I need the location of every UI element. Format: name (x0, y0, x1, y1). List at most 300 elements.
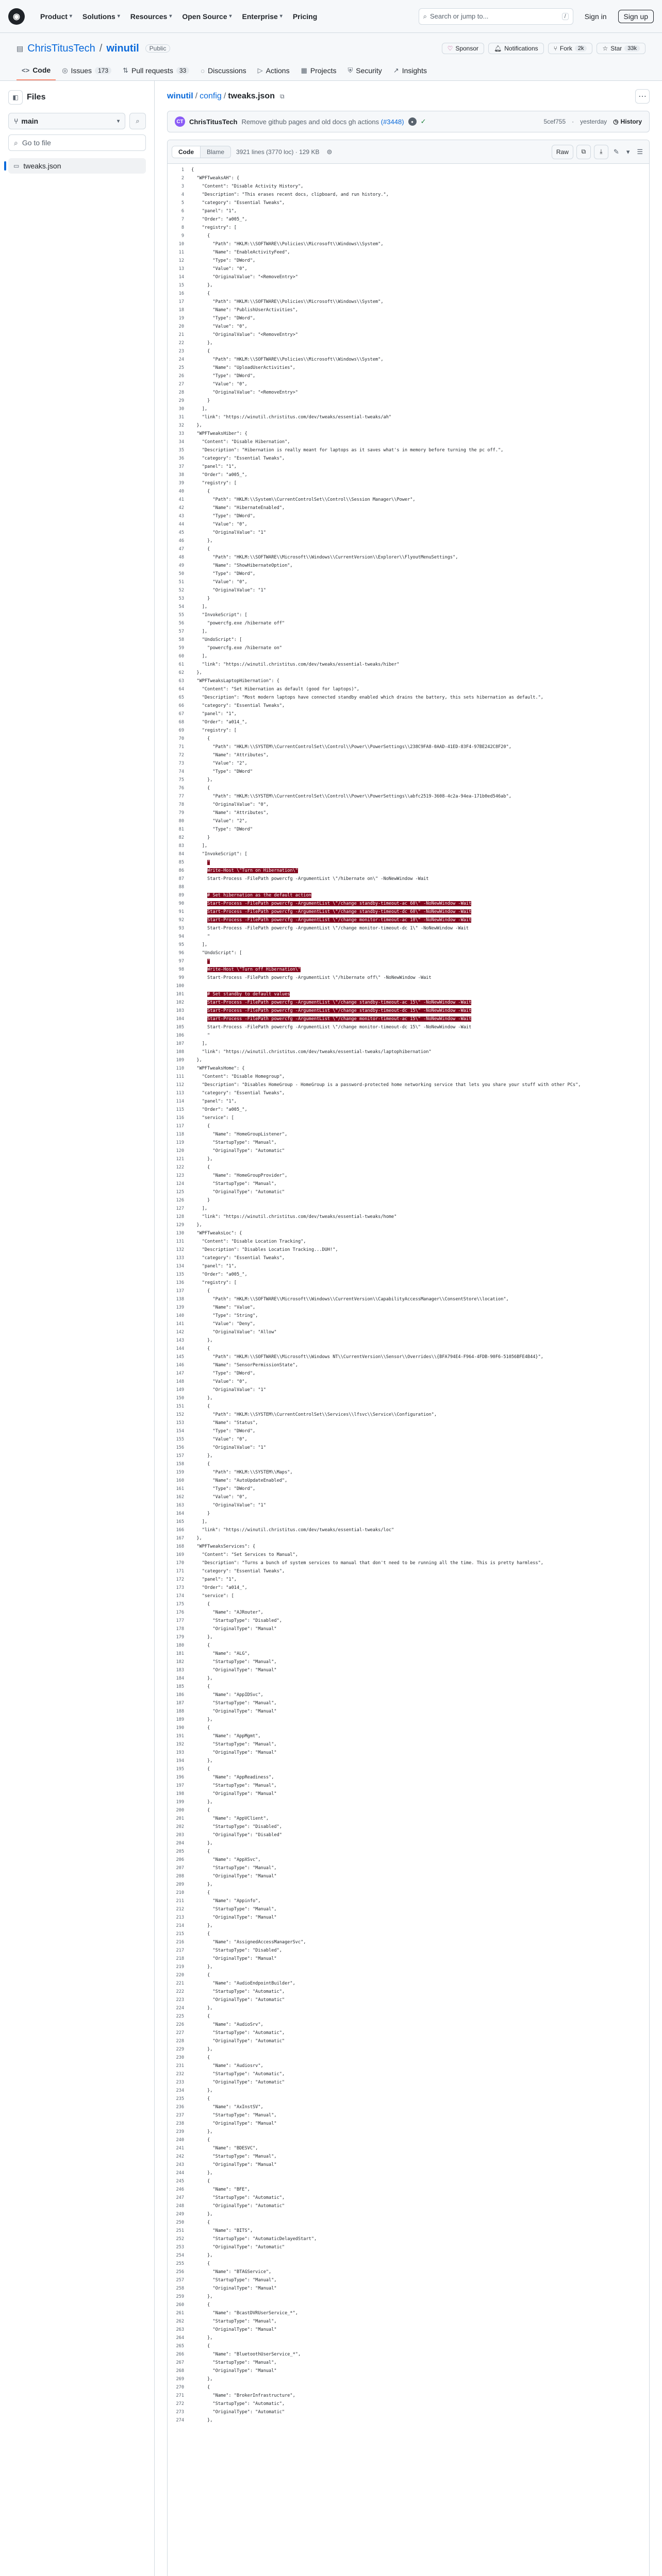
line-number[interactable]: 168 (176, 1544, 184, 1549)
line-number[interactable]: 209 (176, 1882, 184, 1887)
line-number[interactable]: 263 (176, 2327, 184, 2332)
line-number[interactable]: 13 (178, 266, 184, 272)
line-number[interactable]: 94 (178, 934, 184, 939)
line-number[interactable]: 26 (178, 374, 184, 379)
line-number[interactable]: 257 (176, 2278, 184, 2283)
line-number[interactable]: 16 (178, 291, 184, 296)
line-number[interactable]: 261 (176, 2311, 184, 2316)
line-number[interactable]: 173 (176, 1585, 184, 1590)
line-number[interactable]: 143 (176, 1338, 184, 1343)
line-number[interactable]: 117 (176, 1124, 184, 1129)
line-number[interactable]: 245 (176, 2179, 184, 2184)
copilot-icon[interactable]: ⊚ (326, 147, 333, 156)
line-number[interactable]: 201 (176, 1816, 184, 1821)
avatar[interactable]: CT (175, 116, 185, 127)
line-number[interactable]: 50 (178, 571, 184, 577)
line-number[interactable]: 27 (178, 382, 184, 387)
line-number[interactable]: 128 (176, 1214, 184, 1219)
line-number[interactable]: 273 (176, 2410, 184, 2415)
line-number[interactable]: 102 (176, 1000, 184, 1005)
search-input[interactable]: ⌕ Search or jump to... / (419, 8, 573, 25)
line-number[interactable]: 219 (176, 1964, 184, 1970)
line-number[interactable]: 200 (176, 1808, 184, 1813)
line-number[interactable]: 208 (176, 1874, 184, 1879)
line-number[interactable]: 73 (178, 761, 184, 766)
line-number[interactable]: 211 (176, 1899, 184, 1904)
line-number[interactable]: 252 (176, 2236, 184, 2242)
line-number[interactable]: 109 (176, 1058, 184, 1063)
blame-view-button[interactable]: Blame (207, 148, 225, 156)
sponsor-button[interactable]: ♡ Sponsor (442, 43, 484, 54)
line-number[interactable]: 138 (176, 1297, 184, 1302)
line-number[interactable]: 236 (176, 2105, 184, 2110)
line-number[interactable]: 232 (176, 2072, 184, 2077)
line-number[interactable]: 153 (176, 1420, 184, 1426)
line-number[interactable]: 88 (178, 885, 184, 890)
line-number[interactable]: 90 (178, 901, 184, 906)
tab-discussions[interactable]: ◌ Discussions (201, 66, 246, 75)
nav-product[interactable]: Product ▾ (40, 12, 72, 21)
line-number[interactable]: 262 (176, 2319, 184, 2324)
line-number[interactable]: 206 (176, 1857, 184, 1862)
nav-open-source[interactable]: Open Source ▾ (182, 12, 232, 21)
line-number[interactable]: 213 (176, 1915, 184, 1920)
line-number[interactable]: 216 (176, 1940, 184, 1945)
line-number[interactable]: 43 (178, 514, 184, 519)
line-number[interactable]: 119 (176, 1140, 184, 1145)
line-number[interactable]: 48 (178, 555, 184, 560)
line-number[interactable]: 23 (178, 349, 184, 354)
line-number[interactable]: 250 (176, 2220, 184, 2225)
line-number[interactable]: 14 (178, 275, 184, 280)
tab-insights[interactable]: ↗ Insights (393, 66, 427, 75)
line-number[interactable]: 104 (176, 1016, 184, 1022)
line-number[interactable]: 2 (181, 176, 184, 181)
line-number[interactable]: 111 (176, 1074, 184, 1079)
line-number[interactable]: 61 (178, 662, 184, 667)
line-number[interactable]: 227 (176, 2030, 184, 2036)
line-number[interactable]: 240 (176, 2138, 184, 2143)
line-number[interactable]: 152 (176, 1412, 184, 1417)
line-number[interactable]: 225 (176, 2014, 184, 2019)
line-number[interactable]: 148 (176, 1379, 184, 1384)
line-number[interactable]: 181 (176, 1651, 184, 1656)
line-number[interactable]: 135 (176, 1272, 184, 1277)
github-logo-icon[interactable]: ◉ (8, 8, 25, 25)
commit-hash[interactable]: 5cef755 (543, 118, 566, 125)
line-number[interactable]: 255 (176, 2261, 184, 2266)
line-number[interactable]: 9 (181, 233, 184, 239)
line-number[interactable]: 107 (176, 1041, 184, 1046)
line-number[interactable]: 156 (176, 1445, 184, 1450)
line-number[interactable]: 221 (176, 1981, 184, 1986)
line-number[interactable]: 97 (178, 959, 184, 964)
line-number[interactable]: 158 (176, 1462, 184, 1467)
line-number[interactable]: 180 (176, 1643, 184, 1648)
line-number[interactable]: 120 (176, 1148, 184, 1154)
line-number[interactable]: 150 (176, 1396, 184, 1401)
line-number[interactable]: 58 (178, 637, 184, 642)
line-number[interactable]: 134 (176, 1264, 184, 1269)
line-number[interactable]: 122 (176, 1165, 184, 1170)
line-number[interactable]: 176 (176, 1610, 184, 1615)
line-number[interactable]: 8 (181, 225, 184, 230)
line-number[interactable]: 267 (176, 2360, 184, 2365)
line-number[interactable]: 160 (176, 1478, 184, 1483)
tab-security[interactable]: ⛨ Security (347, 66, 382, 75)
line-number[interactable]: 177 (176, 1618, 184, 1623)
line-number[interactable]: 29 (178, 398, 184, 403)
line-number[interactable]: 98 (178, 967, 184, 972)
line-number[interactable]: 202 (176, 1824, 184, 1829)
line-number[interactable]: 66 (178, 703, 184, 708)
line-number[interactable]: 75 (178, 777, 184, 783)
line-number[interactable]: 95 (178, 942, 184, 947)
line-number[interactable]: 139 (176, 1305, 184, 1310)
line-number[interactable]: 126 (176, 1198, 184, 1203)
line-number[interactable]: 53 (178, 596, 184, 601)
line-number[interactable]: 239 (176, 2129, 184, 2134)
line-number[interactable]: 147 (176, 1371, 184, 1376)
line-number[interactable]: 166 (176, 1528, 184, 1533)
line-number[interactable]: 6 (181, 209, 184, 214)
line-number[interactable]: 244 (176, 2171, 184, 2176)
tab-pull-requests[interactable]: ⇅ Pull requests 33 (118, 62, 194, 80)
line-number[interactable]: 68 (178, 720, 184, 725)
line-number[interactable]: 32 (178, 423, 184, 428)
nav-pricing[interactable]: Pricing (292, 12, 318, 21)
repo-name-link[interactable]: winutil (106, 42, 139, 54)
line-number[interactable]: 142 (176, 1330, 184, 1335)
line-number[interactable]: 74 (178, 769, 184, 774)
line-number[interactable]: 136 (176, 1280, 184, 1285)
line-number[interactable]: 230 (176, 2055, 184, 2060)
line-number[interactable]: 56 (178, 621, 184, 626)
line-number[interactable]: 214 (176, 1923, 184, 1928)
tab-issues[interactable]: ◎ Issues 173 (57, 62, 117, 80)
line-number[interactable]: 171 (176, 1569, 184, 1574)
line-number[interactable]: 196 (176, 1775, 184, 1780)
sign-up-button[interactable]: Sign up (618, 10, 654, 23)
line-number[interactable]: 34 (178, 439, 184, 445)
line-number[interactable]: 217 (176, 1948, 184, 1953)
line-number[interactable]: 195 (176, 1767, 184, 1772)
line-number[interactable]: 215 (176, 1931, 184, 1937)
line-number[interactable]: 38 (178, 472, 184, 478)
line-number[interactable]: 256 (176, 2269, 184, 2275)
notifications-button[interactable]: 🔔︎ Notifications (488, 43, 544, 54)
line-number[interactable]: 159 (176, 1470, 184, 1475)
line-number[interactable]: 265 (176, 2344, 184, 2349)
line-number[interactable]: 149 (176, 1387, 184, 1393)
line-number[interactable]: 110 (176, 1066, 184, 1071)
nav-enterprise[interactable]: Enterprise ▾ (242, 12, 283, 21)
line-number[interactable]: 105 (176, 1025, 184, 1030)
line-number[interactable]: 163 (176, 1503, 184, 1508)
line-number[interactable]: 235 (176, 2096, 184, 2102)
line-number[interactable]: 231 (176, 2063, 184, 2069)
line-number[interactable]: 78 (178, 802, 184, 807)
line-number[interactable]: 141 (176, 1321, 184, 1327)
line-number[interactable]: 4 (181, 192, 184, 197)
line-number[interactable]: 127 (176, 1206, 184, 1211)
line-number[interactable]: 233 (176, 2080, 184, 2085)
line-number[interactable]: 187 (176, 1701, 184, 1706)
line-number[interactable]: 67 (178, 711, 184, 717)
line-number[interactable]: 60 (178, 654, 184, 659)
line-number[interactable]: 123 (176, 1173, 184, 1178)
line-number[interactable]: 270 (176, 2385, 184, 2390)
breadcrumb-repo-link[interactable]: winutil (167, 92, 193, 100)
line-number[interactable]: 96 (178, 951, 184, 956)
line-number[interactable]: 81 (178, 827, 184, 832)
line-number[interactable]: 100 (176, 984, 184, 989)
line-number[interactable]: 20 (178, 324, 184, 329)
line-number[interactable]: 106 (176, 1033, 184, 1038)
symbols-panel-icon[interactable]: ☰ (637, 147, 643, 156)
line-number[interactable]: 175 (176, 1602, 184, 1607)
line-number[interactable]: 130 (176, 1231, 184, 1236)
line-number[interactable]: 197 (176, 1783, 184, 1788)
line-number[interactable]: 55 (178, 613, 184, 618)
line-number[interactable]: 192 (176, 1742, 184, 1747)
line-number[interactable]: 218 (176, 1956, 184, 1961)
line-number[interactable]: 182 (176, 1659, 184, 1665)
edit-icon[interactable]: ✎ (613, 147, 619, 156)
line-number[interactable]: 77 (178, 794, 184, 799)
line-number[interactable]: 266 (176, 2352, 184, 2357)
line-number[interactable]: 133 (176, 1256, 184, 1261)
line-number[interactable]: 87 (178, 876, 184, 882)
line-number[interactable]: 76 (178, 786, 184, 791)
line-number[interactable]: 260 (176, 2302, 184, 2308)
line-number[interactable]: 37 (178, 464, 184, 469)
line-number[interactable]: 274 (176, 2418, 184, 2423)
line-number[interactable]: 205 (176, 1849, 184, 1854)
line-number[interactable]: 42 (178, 505, 184, 511)
line-number[interactable]: 199 (176, 1800, 184, 1805)
tab-actions[interactable]: ▷ Actions (257, 66, 290, 75)
line-number[interactable]: 251 (176, 2228, 184, 2233)
line-number[interactable]: 99 (178, 975, 184, 980)
line-number[interactable]: 165 (176, 1519, 184, 1524)
line-number[interactable]: 129 (176, 1223, 184, 1228)
line-number[interactable]: 254 (176, 2253, 184, 2258)
line-number[interactable]: 204 (176, 1841, 184, 1846)
line-number[interactable]: 140 (176, 1313, 184, 1318)
line-number[interactable]: 47 (178, 547, 184, 552)
line-number[interactable]: 207 (176, 1866, 184, 1871)
commit-message[interactable]: Remove github pages and old docs gh actions (#3448) (241, 117, 404, 126)
line-number[interactable]: 167 (176, 1536, 184, 1541)
line-number[interactable]: 44 (178, 522, 184, 527)
line-number[interactable]: 151 (176, 1404, 184, 1409)
line-number[interactable]: 264 (176, 2335, 184, 2341)
copy-path-icon[interactable]: ⧉ (279, 92, 285, 100)
line-number[interactable]: 103 (176, 1008, 184, 1013)
line-number[interactable]: 65 (178, 695, 184, 700)
star-button[interactable]: ☆ Star 33k (597, 43, 646, 54)
line-number[interactable]: 169 (176, 1552, 184, 1557)
line-number[interactable]: 184 (176, 1676, 184, 1681)
line-number[interactable]: 24 (178, 357, 184, 362)
line-number[interactable]: 154 (176, 1429, 184, 1434)
line-number[interactable]: 188 (176, 1709, 184, 1714)
tab-code[interactable]: <> Code (16, 62, 56, 80)
line-number[interactable]: 46 (178, 538, 184, 544)
line-number[interactable]: 249 (176, 2212, 184, 2217)
nav-solutions[interactable]: Solutions ▾ (82, 12, 120, 21)
line-number[interactable]: 89 (178, 893, 184, 898)
line-number[interactable]: 35 (178, 448, 184, 453)
line-number[interactable]: 54 (178, 604, 184, 609)
line-number[interactable]: 31 (178, 415, 184, 420)
line-number[interactable]: 15 (178, 283, 184, 288)
line-number[interactable]: 162 (176, 1495, 184, 1500)
line-number[interactable]: 144 (176, 1346, 184, 1351)
line-number[interactable]: 118 (176, 1132, 184, 1137)
line-number[interactable]: 131 (176, 1239, 184, 1244)
line-number[interactable]: 268 (176, 2368, 184, 2374)
go-to-file-input[interactable]: ⌕ Go to file (8, 134, 146, 151)
line-number[interactable]: 172 (176, 1577, 184, 1582)
line-number[interactable]: 170 (176, 1561, 184, 1566)
line-number[interactable]: 183 (176, 1668, 184, 1673)
line-number[interactable]: 5 (181, 200, 184, 206)
branch-selector[interactable]: ⑂ main ▾ (8, 113, 125, 129)
line-number[interactable]: 85 (178, 860, 184, 865)
line-number[interactable]: 113 (176, 1091, 184, 1096)
line-number[interactable]: 25 (178, 365, 184, 370)
history-button[interactable]: ◷ History (613, 118, 642, 125)
line-number[interactable]: 41 (178, 497, 184, 502)
line-number[interactable]: 19 (178, 316, 184, 321)
line-number[interactable]: 21 (178, 332, 184, 337)
line-number[interactable]: 64 (178, 687, 184, 692)
line-number[interactable]: 45 (178, 530, 184, 535)
line-number[interactable]: 179 (176, 1635, 184, 1640)
line-number[interactable]: 101 (176, 992, 184, 997)
raw-button[interactable]: Raw (552, 145, 573, 159)
line-number[interactable]: 253 (176, 2245, 184, 2250)
line-number[interactable]: 33 (178, 431, 184, 436)
nav-resources[interactable]: Resources ▾ (130, 12, 172, 21)
line-number[interactable]: 243 (176, 2162, 184, 2167)
line-number[interactable]: 17 (178, 299, 184, 304)
line-number[interactable]: 246 (176, 2187, 184, 2192)
line-number[interactable]: 7 (181, 217, 184, 222)
line-number[interactable]: 83 (178, 843, 184, 849)
collapse-sidebar-button[interactable] (8, 90, 23, 105)
line-number[interactable]: 198 (176, 1791, 184, 1797)
line-number[interactable]: 186 (176, 1692, 184, 1698)
chevron-down-icon[interactable]: ▾ (626, 147, 630, 156)
line-number[interactable]: 228 (176, 2039, 184, 2044)
line-number[interactable]: 10 (178, 242, 184, 247)
line-number[interactable]: 203 (176, 1833, 184, 1838)
repo-owner-link[interactable]: ChrisTitusTech (27, 42, 95, 54)
sign-in-link[interactable]: Sign in (584, 12, 607, 21)
line-number[interactable]: 115 (176, 1107, 184, 1112)
line-number[interactable]: 242 (176, 2154, 184, 2159)
line-number[interactable]: 191 (176, 1734, 184, 1739)
line-number[interactable]: 12 (178, 258, 184, 263)
line-number[interactable]: 272 (176, 2401, 184, 2406)
line-number[interactable]: 269 (176, 2377, 184, 2382)
line-number[interactable]: 70 (178, 736, 184, 741)
line-number[interactable]: 132 (176, 1247, 184, 1252)
line-number[interactable]: 51 (178, 580, 184, 585)
line-number[interactable]: 259 (176, 2294, 184, 2299)
line-number[interactable]: 40 (178, 489, 184, 494)
line-number[interactable]: 92 (178, 918, 184, 923)
line-number[interactable]: 146 (176, 1363, 184, 1368)
line-number[interactable]: 155 (176, 1437, 184, 1442)
line-number[interactable]: 3 (181, 184, 184, 189)
breadcrumb-folder-link[interactable]: config (200, 92, 222, 100)
line-number[interactable]: 212 (176, 1907, 184, 1912)
line-number[interactable]: 49 (178, 563, 184, 568)
line-number[interactable]: 112 (176, 1082, 184, 1088)
check-icon[interactable]: ✓ (420, 117, 426, 125)
line-number[interactable]: 69 (178, 728, 184, 733)
line-number[interactable]: 57 (178, 629, 184, 634)
line-number[interactable]: 125 (176, 1190, 184, 1195)
fork-button[interactable]: ⑂ Fork 2k (548, 43, 593, 54)
line-number[interactable]: 271 (176, 2393, 184, 2398)
line-number[interactable]: 258 (176, 2286, 184, 2291)
line-number[interactable]: 241 (176, 2146, 184, 2151)
line-number[interactable]: 229 (176, 2047, 184, 2052)
line-number[interactable]: 178 (176, 1626, 184, 1632)
more-options-button[interactable]: ⋯ (635, 89, 650, 104)
search-files-button[interactable] (129, 113, 146, 129)
line-number[interactable]: 194 (176, 1758, 184, 1764)
line-number[interactable]: 63 (178, 679, 184, 684)
line-number[interactable]: 247 (176, 2195, 184, 2200)
line-number[interactable]: 193 (176, 1750, 184, 1755)
line-number[interactable]: 18 (178, 308, 184, 313)
line-number[interactable]: 93 (178, 926, 184, 931)
line-number[interactable]: 1 (181, 167, 184, 173)
line-number[interactable]: 72 (178, 753, 184, 758)
code-view-button[interactable]: Code (172, 146, 201, 158)
line-number[interactable]: 226 (176, 2022, 184, 2027)
line-number[interactable]: 62 (178, 670, 184, 675)
line-number[interactable]: 28 (178, 390, 184, 395)
tree-item-file[interactable]: ▭ tweaks.json (8, 158, 146, 174)
line-number[interactable]: 189 (176, 1717, 184, 1722)
line-number[interactable]: 86 (178, 868, 184, 873)
tab-projects[interactable]: ▦ Projects (301, 66, 337, 75)
line-number[interactable]: 116 (176, 1115, 184, 1121)
line-number[interactable]: 164 (176, 1511, 184, 1516)
line-number[interactable]: 79 (178, 810, 184, 816)
line-number[interactable]: 124 (176, 1181, 184, 1187)
line-number[interactable]: 145 (176, 1354, 184, 1360)
commit-author[interactable]: ChrisTitusTech (189, 117, 238, 126)
line-number[interactable]: 137 (176, 1289, 184, 1294)
line-number[interactable]: 238 (176, 2121, 184, 2126)
line-number[interactable]: 223 (176, 1997, 184, 2003)
line-number[interactable]: 84 (178, 852, 184, 857)
line-number[interactable]: 59 (178, 646, 184, 651)
line-number[interactable]: 82 (178, 835, 184, 840)
line-number[interactable]: 210 (176, 1890, 184, 1895)
line-number[interactable]: 248 (176, 2204, 184, 2209)
line-number[interactable]: 161 (176, 1486, 184, 1492)
line-number[interactable]: 22 (178, 341, 184, 346)
